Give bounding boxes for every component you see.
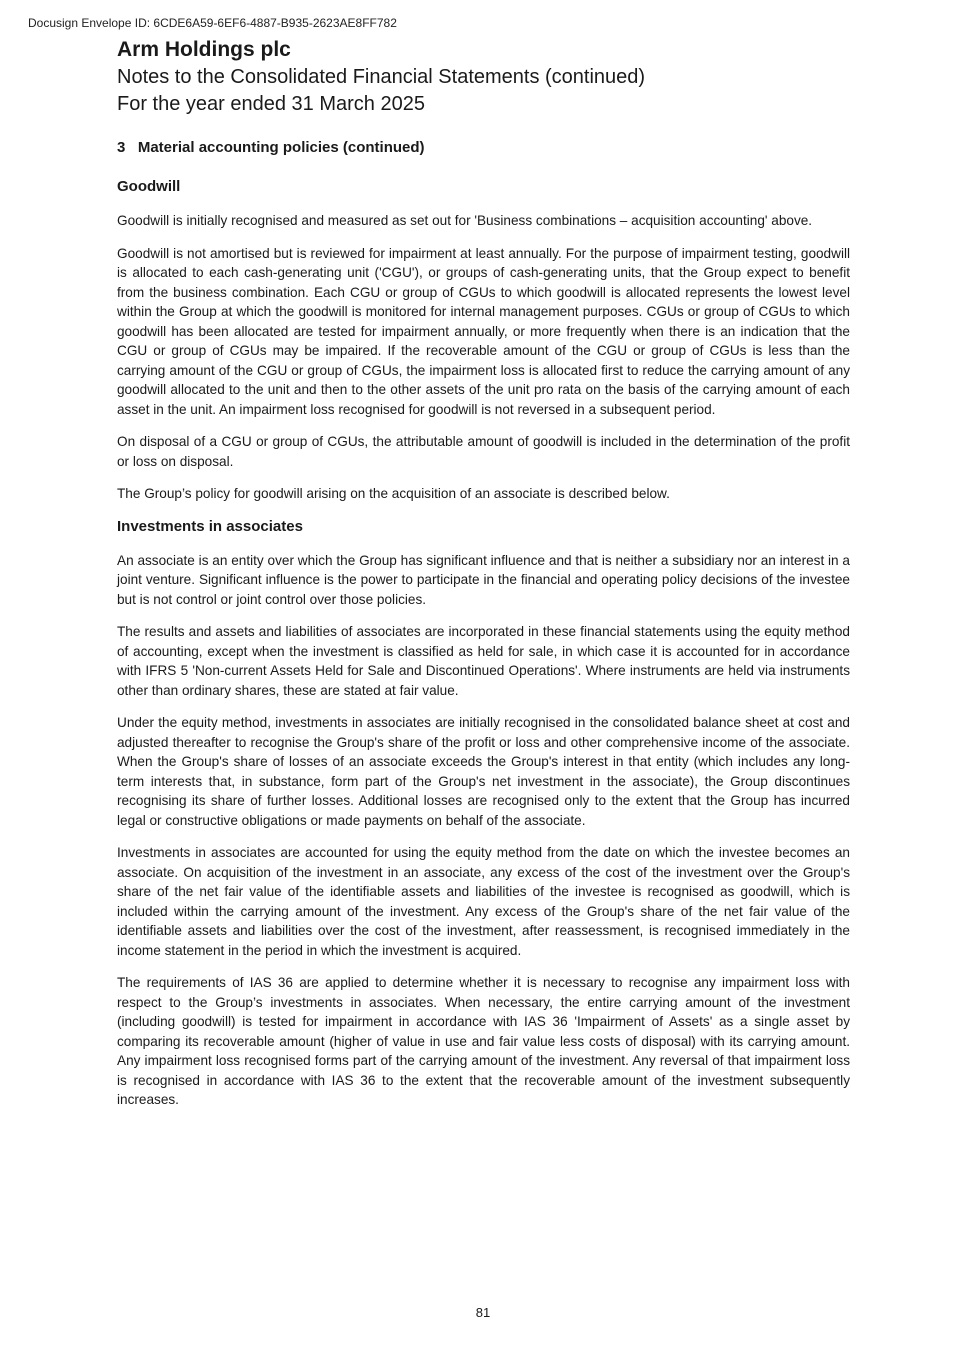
associates-paragraph: Investments in associates are accounted for using the equity method from the date on which the investee becomes an associate. On acquisition of the investment in an associate, any excess of the cost of the investment over the Group's share of the net fair value of the identifiable assets and liabilities of the investee is recognised as goodwill, which is included within the carrying amount of the investment. Any excess of the Group's share of the net fair value of the identifiable assets and liabilities over the cost of the investment, after reassessment, is recognised immediately in the income statement in the period in which the investment is acquired. bbox=[117, 845, 850, 958]
goodwill-heading: Goodwill bbox=[117, 178, 181, 195]
goodwill-paragraph: Goodwill is initially recognised and measured as set out for 'Business combinations – acquisition accounting' above. bbox=[117, 213, 813, 228]
associates-paragraph: Under the equity method, investments in associates are initially recognised in the consolidated balance sheet at cost and adjusted thereafter to recognise the Group's share of the profit or loss and other comprehensive income of the associate. When the Group's share of losses of an associate exceeds the Group's interest in that entity (which includes any long-term interests that, in substance, form part of the Group's net investment in the associate), the Group discontinues recognising its share of further losses. Additional losses are recognised only to the extent that the Group has incurred legal or constructive obligations or made payments on behalf of the associate. bbox=[117, 715, 850, 828]
goodwill-paragraph: Goodwill is not amortised but is reviewed for impairment at least annually. For the purpose of impairment testing, goodwill is allocated to each cash-generating unit ('CGU'), or groups of cash-generating units, that the Group expect to benefit from the business combination. Each CGU or group of CGUs to which goodwill is allocated represents the lowest level within the Group at which the goodwill is monitored for internal management purposes. CGUs or group of CGUs to which goodwill has been allocated are tested for impairment annually, or more frequently when there is an indication that the CGU or group of CGUs may be impaired. If the recoverable amount of the CGU or group of CGUs is less than the carrying amount of the CGU or group of CGUs, the impairment loss is allocated first to reduce the carrying amount of any goodwill allocated to the unit and then to the other assets of the unit pro rata on the basis of the carrying amount of each asset in the unit. An impairment loss recognised for goodwill is not reversed in a subsequent period. bbox=[117, 245, 850, 417]
associates-paragraph: An associate is an entity over which the Group has significant influence and that is neither a subsidiary nor an interest in a joint venture. Significant influence is the power to participate in the financial and operating policy decisions of the investee but is not control or joint control over those policies. bbox=[117, 552, 850, 607]
section-title: 3 Material accounting policies (continued) bbox=[117, 139, 425, 156]
docusign-envelope-id: Docusign Envelope ID: 6CDE6A59-6EF6-4887-B935-2623AE8FF782 bbox=[28, 16, 397, 30]
associates-paragraph: The requirements of IAS 36 are applied to determine whether it is necessary to recognise any impairment loss with respect to the Group’s investments in associates. When necessary, the entire carrying amount of the investment (including goodwill) is tested for impairment in accordance with IAS 36 'Impairment of Assets' as a single asset by comparing its recoverable amount (higher of value in use and fair value less costs of disposal) with its carrying amount. Any impairment loss recognised forms part of the carrying amount of the investment. Any reversal of that impairment loss is recognised in accordance with IAS 36 to the extent that the recoverable amount of the investment subsequently increases. bbox=[117, 975, 850, 1107]
goodwill-paragraph: On disposal of a CGU or group of CGUs, the attributable amount of goodwill is included in the determination of the profit or loss on disposal. bbox=[117, 434, 850, 469]
document-subtitle: Notes to the Consolidated Financial Statements (continued) bbox=[117, 66, 646, 88]
associates-heading: Investments in associates bbox=[117, 517, 303, 535]
company-name: Arm Holdings plc bbox=[117, 38, 291, 61]
page-number: 81 bbox=[475, 1305, 491, 1320]
goodwill-paragraph: The Group’s policy for goodwill arising on the acquisition of an associate is described below. bbox=[117, 486, 670, 501]
associates-paragraph: The results and assets and liabilities of associates are incorporated in these financial statements using the equity method of accounting, except when the investment is classified as held for sale, in which case it is accounted for in accordance with IFRS 5 'Non-current Assets Held for Sale and Discontinued Operations'. Where instruments are held via instruments other than ordinary shares, these are stated at fair value. bbox=[117, 624, 850, 698]
reporting-period: For the year ended 31 March 2025 bbox=[117, 93, 425, 115]
document-page bbox=[117, 36, 850, 1110]
